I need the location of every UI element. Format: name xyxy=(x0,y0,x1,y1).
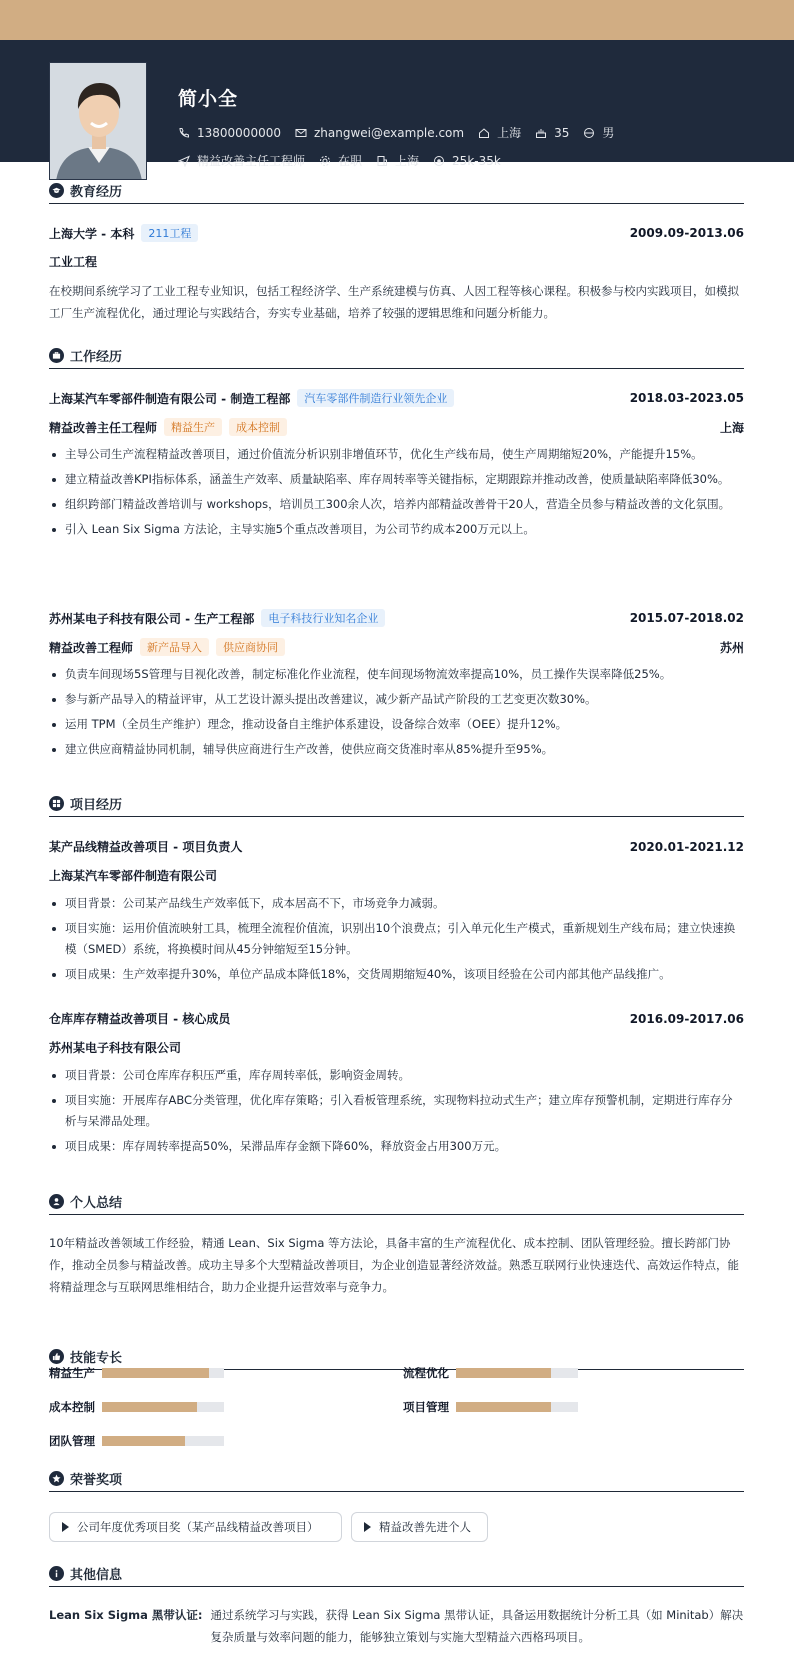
skill-level-bar xyxy=(456,1368,578,1378)
project-org: 苏州某电子科技有限公司 xyxy=(49,1041,182,1055)
education-section-title: 教育经历 xyxy=(49,178,744,204)
gender-text: 男 xyxy=(602,126,615,140)
email-item xyxy=(295,126,464,140)
skill-item xyxy=(403,1365,578,1381)
work-location: 苏州 xyxy=(719,640,744,655)
summary-text: 10年精益改善领域工作经验，精通 Lean、Six Sigma 等方法论，具备丰富的生产流程优化、成本控制、团队管理经验。擅长跨部门协作，推动全员参与精益改善。成功主导多个大型精益改善项目，为企业创造显著经济效益。熟悉互联网行业快速迭代、高效运作特点，能将精益理念与互联网思维相结合，助力企业提升运营效率与竞争力。 xyxy=(49,1236,739,1294)
skill-level-fill xyxy=(102,1402,197,1412)
grid-icon xyxy=(49,796,64,811)
education-header-row xyxy=(49,224,744,242)
other-info-row xyxy=(49,1604,744,1648)
skill-level-fill xyxy=(102,1436,185,1446)
education-period: 2009.09-2013.06 xyxy=(629,226,744,240)
gender-item xyxy=(583,124,614,141)
skill-level-bar xyxy=(102,1402,224,1412)
work-section-title: 工作经历 xyxy=(49,343,744,369)
list-item: 项目成果：库存周转率提高50%，呆滞品库存金额下降60%，释放资金占用300万元。 xyxy=(49,1136,744,1157)
thumbs-up-icon xyxy=(49,1349,64,1364)
role-name: 精益改善工程师 xyxy=(49,640,134,655)
skills-section-title: 技能专长 xyxy=(49,1344,744,1370)
resume-header xyxy=(0,40,794,168)
building-icon xyxy=(376,155,388,167)
work-city-item xyxy=(376,152,419,169)
work-period: 2018.03-2023.05 xyxy=(629,391,744,405)
project-period: 2016.09-2017.06 xyxy=(629,1011,744,1026)
email-text: zhangwei@example.com xyxy=(313,125,465,140)
project-1-org-row xyxy=(49,867,744,884)
project-org: 上海某汽车零部件制造有限公司 xyxy=(49,869,218,883)
list-item: 主导公司生产流程精益改善项目，通过价值流分析识别非增值环节，优化生产线布局，使生产周期缩短20%，产能提升15%。 xyxy=(49,444,744,465)
age-text: 35 xyxy=(554,125,570,140)
work-city-text: 上海 xyxy=(395,154,420,168)
education-description: 在校期间系统学习了工业工程专业知识，包括工程经济学、生产系统建模与仿真、人因工程等核心课程。积极参与校内实践项目，如模拟工厂生产流程优化，通过理论与实践结合，夯实专业基础，培养了较强的逻辑思维和问题分析能力。 xyxy=(49,284,739,320)
candidate-name: 简小全 xyxy=(178,88,239,110)
list-item: 引入 Lean Six Sigma 方法论，主导实施5个重点改善项目，为公司节约成本200万元以上。 xyxy=(49,519,744,540)
skill-label: 成本控制 xyxy=(49,1400,95,1414)
user-icon xyxy=(49,1194,64,1209)
skill-level-bar xyxy=(102,1436,224,1446)
company-tag: 电子科技行业知名企业 xyxy=(261,609,385,627)
job-title-text: 精益改善主任工程师 xyxy=(197,154,306,168)
project-name: 某产品线精益改善项目 - 项目负责人 xyxy=(49,840,243,854)
cake-icon xyxy=(535,127,547,139)
city-text: 上海 xyxy=(497,126,522,140)
job-row xyxy=(178,152,515,169)
list-item: 项目实施：运用价值流映射工具，梳理全流程价值流，识别出10个浪费点；引入单元化生产模式，重新规划生产线布局；建立快速换模（SMED）系统，将换模时间从45分钟缩短至15分钟。 xyxy=(49,918,744,960)
skill-item xyxy=(49,1365,224,1381)
award-text: 精益改善先进个人 xyxy=(379,1520,471,1534)
graduation-cap-icon xyxy=(49,183,64,198)
company-tag: 汽车零部件制造行业领先企业 xyxy=(297,389,454,407)
play-icon xyxy=(364,1522,371,1532)
home-icon xyxy=(478,127,490,139)
summary-section-title: 个人总结 xyxy=(49,1189,744,1215)
skill-item xyxy=(403,1399,578,1415)
award-badge xyxy=(49,1512,342,1542)
list-item: 运用 TPM（全员生产维护）理念，推动设备自主维护体系建设，设备综合效率（OEE）提升12%。 xyxy=(49,714,744,735)
skill-label: 精益生产 xyxy=(49,1366,95,1380)
info-icon xyxy=(49,1566,64,1581)
company-name: 苏州某电子科技有限公司 - 生产工程部 xyxy=(49,611,255,626)
list-item: 建立精益改善KPI指标体系，涵盖生产效率、质量缺陷率、库存周转率等关键指标，定期跟踪并推动改善，使质量缺陷率降低30%。 xyxy=(49,469,744,490)
school-tag: 211工程 xyxy=(141,224,198,242)
phone-item xyxy=(178,126,281,140)
gear-icon xyxy=(319,155,331,167)
role-tag: 供应商协同 xyxy=(216,638,285,656)
send-icon xyxy=(178,155,190,167)
other-info-key: Lean Six Sigma 黑带认证: xyxy=(49,1608,203,1622)
project-2-bullets xyxy=(49,1065,744,1161)
top-accent-bar xyxy=(0,0,794,40)
skill-level-fill xyxy=(456,1402,551,1412)
skill-label: 流程优化 xyxy=(403,1366,449,1380)
work-2-header xyxy=(49,609,744,627)
status-item xyxy=(319,152,362,169)
project-2-org-row xyxy=(49,1039,744,1056)
other-section-title: 其他信息 xyxy=(49,1561,744,1587)
play-icon xyxy=(62,1522,69,1532)
skill-level-fill xyxy=(456,1368,551,1378)
phone-icon xyxy=(178,127,190,139)
gender-icon xyxy=(583,127,595,139)
list-item: 项目实施：开展库存ABC分类管理，优化库存策略；引入看板管理系统，实现物料拉动式生产；建立库存预警机制，定期进行库存分析与呆滞品处理。 xyxy=(49,1090,744,1132)
skill-label: 团队管理 xyxy=(49,1434,95,1448)
project-name: 仓库库存精益改善项目 - 核心成员 xyxy=(49,1012,231,1026)
salary-item xyxy=(433,154,501,168)
medal-icon xyxy=(49,1471,64,1486)
project-period: 2020.01-2021.12 xyxy=(629,839,744,854)
major-row xyxy=(49,253,744,270)
list-item: 负责车间现场5S管理与目视化改善，制定标准化作业流程，使车间现场物流效率提高10%，员工操作失误率降低25%。 xyxy=(49,664,744,685)
skill-level-bar xyxy=(102,1368,224,1378)
job-title-item xyxy=(178,152,305,169)
award-text: 公司年度优秀项目奖（某产品线精益改善项目） xyxy=(77,1520,319,1534)
role-tag: 成本控制 xyxy=(229,418,287,436)
awards-section-title: 荣誉奖项 xyxy=(49,1466,744,1492)
salary-text: 25k-35k xyxy=(452,153,501,168)
company-name: 上海某汽车零部件制造有限公司 - 制造工程部 xyxy=(49,391,291,406)
work-2-role-row xyxy=(49,638,744,656)
list-item: 参与新产品导入的精益评审，从工艺设计源头提出改善建议，减少新产品试产阶段的工艺变更次数30%。 xyxy=(49,689,744,710)
list-item: 项目背景：公司某产品线生产效率低下，成本居高不下，市场竞争力减弱。 xyxy=(49,893,744,914)
project-1-bullets xyxy=(49,893,744,989)
work-location: 上海 xyxy=(719,420,744,435)
skill-item xyxy=(49,1399,224,1415)
work-1-header xyxy=(49,389,744,407)
role-tag: 新产品导入 xyxy=(140,638,209,656)
list-item: 项目背景：公司仓库库存积压严重，库存周转率低，影响资金周转。 xyxy=(49,1065,744,1086)
status-text: 在职 xyxy=(338,154,363,168)
skill-level-bar xyxy=(456,1402,578,1412)
list-item: 项目成果：生产效率提升30%，单位产品成本降低18%，交货周期缩短40%，该项目经验在公司内部其他产品线推广。 xyxy=(49,964,744,985)
contact-row xyxy=(178,124,628,141)
age-item xyxy=(535,126,569,140)
work-period: 2015.07-2018.02 xyxy=(629,611,744,625)
skill-label: 项目管理 xyxy=(403,1400,449,1414)
city-item xyxy=(478,124,521,141)
phone-text: 13800000000 xyxy=(197,125,281,140)
skill-level-fill xyxy=(102,1368,209,1378)
coin-icon xyxy=(433,155,445,167)
role-tag: 精益生产 xyxy=(164,418,222,436)
other-info-value: 通过系统学习与实践，获得 Lean Six Sigma 黑带认证，具备运用数据统计分析工具（如 Minitab）解决复杂质量与效率问题的能力，能够独立策划与实施大型精益六西格玛项目。 xyxy=(210,1608,744,1644)
award-badge xyxy=(351,1512,488,1542)
list-item: 建立供应商精益协同机制，辅导供应商进行生产改善，使供应商交货准时率从85%提升至95%。 xyxy=(49,739,744,760)
skill-item xyxy=(49,1433,224,1449)
project-1-header xyxy=(49,838,744,855)
role-name: 精益改善主任工程师 xyxy=(49,420,158,435)
list-item: 组织跨部门精益改善培训与 workshops，培训员工300余人次，培养内部精益改善骨干20人，营造全员参与精益改善的文化氛围。 xyxy=(49,494,744,515)
work-1-role-row xyxy=(49,418,744,436)
briefcase-icon xyxy=(49,348,64,363)
projects-section-title: 项目经历 xyxy=(49,791,744,817)
project-2-header xyxy=(49,1010,744,1027)
school-name: 上海大学 - 本科 xyxy=(49,226,135,241)
work-1-bullets xyxy=(49,444,744,544)
major-name: 工业工程 xyxy=(49,255,98,269)
work-2-bullets xyxy=(49,664,744,764)
avatar xyxy=(49,62,147,180)
mail-icon xyxy=(295,127,307,139)
